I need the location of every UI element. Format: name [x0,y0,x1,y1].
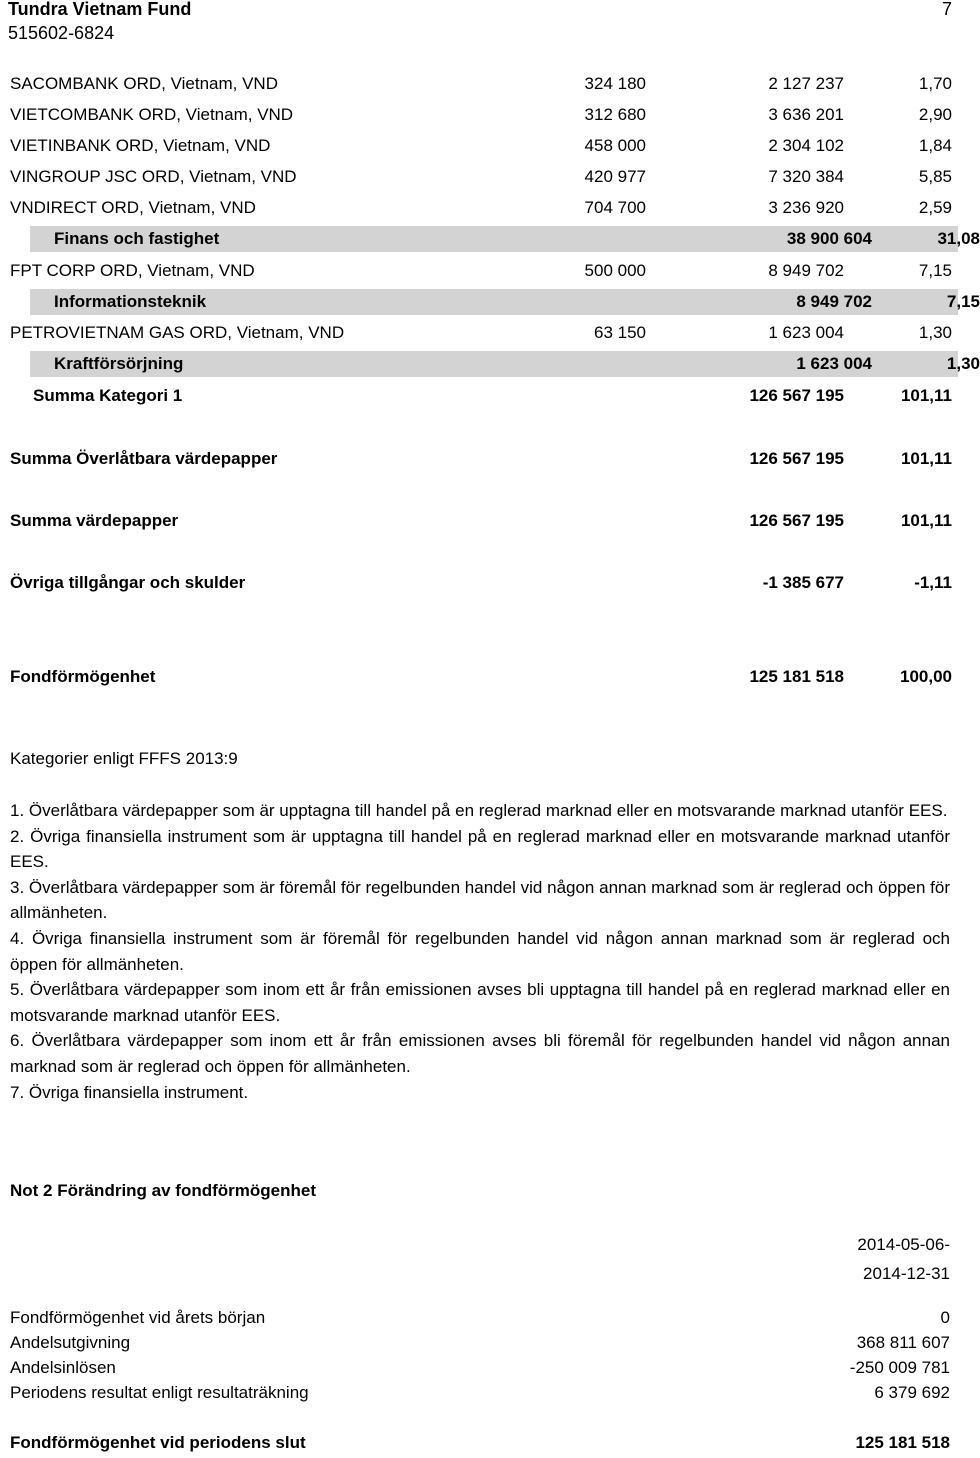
period-header [857,1230,950,1288]
table-row [0,164,960,190]
sector-percent: 1,30 [946,354,980,373]
sector-name: Informationsteknik [54,292,207,311]
period-start: 2014-05-06- [857,1235,950,1254]
note2-closing-amount: 125 181 518 [855,1433,950,1452]
holding-quantity: 704 700 [584,198,646,217]
total-name: Summa värdepapper [10,511,179,530]
total-percent: -1,11 [914,573,952,592]
holding-quantity: 312 680 [584,105,646,124]
holding-percent: 2,59 [918,198,952,217]
holding-name: VINGROUP JSC ORD, Vietnam, VND [10,167,297,186]
holding-name: SACOMBANK ORD, Vietnam, VND [10,74,278,93]
category-total-row [0,383,960,409]
category-item: 7. Övriga finansiella instrument. [10,1082,249,1102]
sector-subtotal-row [30,289,980,315]
sector-value: 8 949 702 [796,292,872,311]
holding-value: 2 304 102 [768,136,844,155]
note2-row [0,1382,960,1408]
holding-quantity: 420 977 [584,167,646,186]
category-item: 4. Övriga finansiella instrument som är föremål för regelbunden handel vid någon annan marknad som är reglerad och öppen för allmänheten. [10,928,950,974]
sector-percent: 7,15 [946,292,980,311]
category-item: 1. Överlåtbara värdepapper som är upptagna till handel på en reglerad marknad eller en motsvarande marknad utanför EES. [10,801,948,820]
sector-name: Kraftförsörjning [54,354,184,373]
note2-closing-row [0,1432,960,1458]
sector-percent: 31,08 [937,229,980,248]
holding-name: VIETCOMBANK ORD, Vietnam, VND [10,105,294,124]
note2-label: Andelsutgivning [10,1333,131,1352]
total-row [0,570,960,596]
sector-subtotal-row [30,226,980,252]
sector-subtotal-row [30,351,980,377]
category-item: 6. Överlåtbara värdepapper som inom ett år från emissionen avses bli föremål för regelbunden handel vid någon annan marknad som är reglerad och öppen för allmänheten. [10,1031,950,1076]
holding-value: 3 636 201 [768,105,844,124]
note2-label: Periodens resultat enligt resultaträkning [10,1383,309,1402]
fund-assets-row [0,664,960,690]
fund-name: Tundra Vietnam Fund [8,0,192,19]
holding-value: 7 320 384 [768,167,844,186]
note2-amount: 368 811 607 [856,1333,950,1352]
total-percent: 101,11 [900,511,952,530]
total-name: Övriga tillgångar och skulder [10,573,246,592]
holding-name: VIETINBANK ORD, Vietnam, VND [10,136,271,155]
sector-name: Finans och fastighet [54,229,220,248]
holding-percent: 2,90 [918,105,952,124]
sector-value: 1 623 004 [796,354,872,373]
fund-assets-name: Fondförmögenhet [10,667,156,686]
holding-value: 8 949 702 [768,261,844,280]
total-row [0,446,960,472]
categories-list [10,798,950,1105]
table-row [0,320,960,346]
holding-name: VNDIRECT ORD, Vietnam, VND [10,198,256,217]
holding-quantity: 324 180 [584,74,646,93]
note2-row [0,1332,960,1358]
category-item: 5. Överlåtbara värdepapper som inom ett år från emissionen avses bli upptagna till handel på en reglerad marknad eller en motsvarande marknad utanför EES. [10,980,950,1025]
fund-assets-value: 125 181 518 [749,667,844,686]
holding-percent: 1,84 [918,136,952,155]
category-item: 2. Övriga finansiella instrument som är upptagna till handel på en reglerad marknad eller en motsvarande marknad utanför EES. [10,826,950,872]
note2-label: Andelsinlösen [10,1358,116,1377]
holding-percent: 7,15 [918,261,952,280]
note2-title: Not 2 Förändring av fondförmögenhet [10,1181,316,1200]
table-row [0,195,960,221]
note2-amount: 0 [940,1308,950,1327]
note2-row [0,1357,960,1383]
table-row [0,133,960,159]
sector-value: 38 900 604 [786,229,872,248]
category-total-percent: 101,11 [900,386,952,405]
holding-quantity: 500 000 [584,261,646,280]
total-value: 126 567 195 [749,511,844,530]
table-row [0,71,960,97]
total-percent: 101,11 [900,449,952,468]
table-row [0,258,960,284]
note2-label: Fondförmögenhet vid årets början [10,1308,266,1327]
holding-value: 3 236 920 [768,198,844,217]
period-end: 2014-12-31 [863,1264,950,1283]
total-row [0,508,960,534]
org-number: 515602-6824 [8,23,115,43]
note2-amount: 6 379 692 [874,1383,950,1402]
category-total-value: 126 567 195 [749,386,844,405]
note2-amount: -250 009 781 [849,1358,950,1377]
page-number: 7 [941,0,952,19]
holding-quantity: 458 000 [584,136,646,155]
holding-percent: 1,70 [918,74,952,93]
fund-assets-percent: 100,00 [900,667,952,686]
total-name: Summa Överlåtbara värdepapper [10,449,278,468]
note2-closing-label: Fondförmögenhet vid periodens slut [10,1433,306,1452]
holding-percent: 1,30 [918,323,952,342]
holding-percent: 5,85 [918,167,952,186]
note2-row [0,1307,960,1333]
holding-value: 2 127 237 [768,74,844,93]
categories-heading: Kategorier enligt FFFS 2013:9 [10,749,238,768]
holding-name: PETROVIETNAM GAS ORD, Vietnam, VND [10,323,345,342]
total-value: 126 567 195 [749,449,844,468]
holding-name: FPT CORP ORD, Vietnam, VND [10,261,255,280]
total-value: -1 385 677 [762,573,844,592]
holding-quantity: 63 150 [594,323,646,342]
table-row [0,102,960,128]
holding-value: 1 623 004 [768,323,844,342]
category-item: 3. Överlåtbara värdepapper som är föremål för regelbunden handel vid någon annan marknad som är reglerad och öppen för allmänheten. [10,877,950,923]
category-total-name: Summa Kategori 1 [33,386,183,405]
